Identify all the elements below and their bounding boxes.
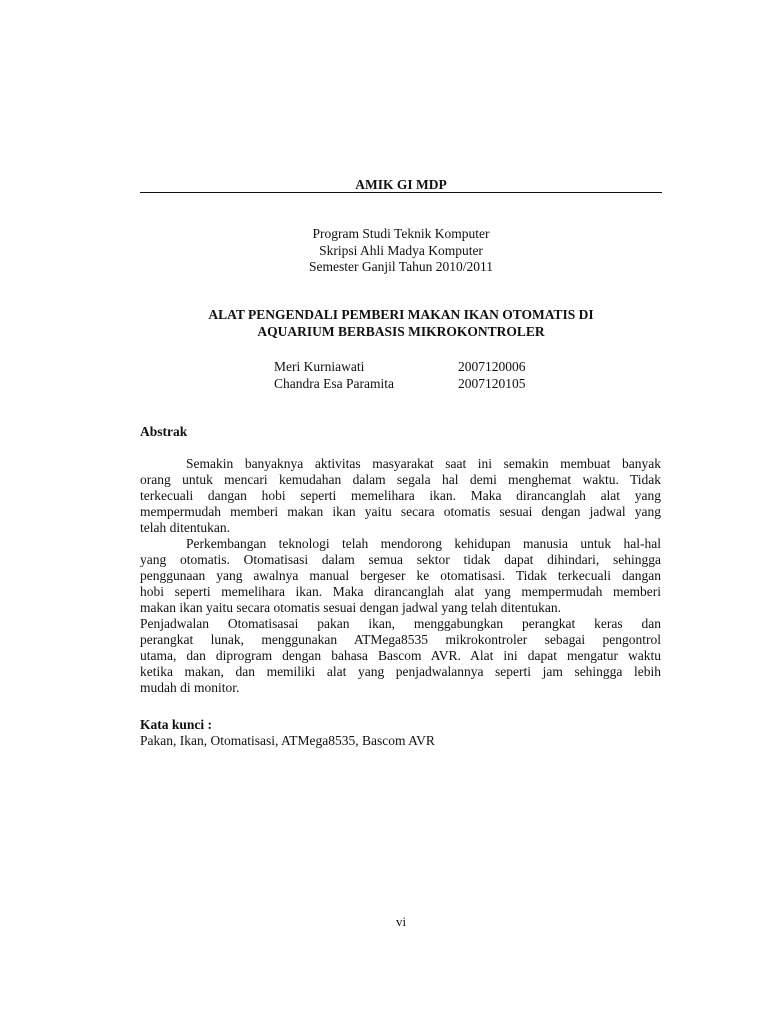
abstract-text-line: Penjadwalan Otomatisasai pakan ikan, menggabungkan perangkat keras dan [140,616,661,631]
abstract-text-line: Semakin banyaknya aktivitas masyarakat saat ini semakin membuat banyak [186,456,661,471]
abstract-heading: Abstrak [140,424,188,439]
abstract-text-line: perangkat lunak, menggunakan ATMega8535 mikrokontroler sebagai pengontrol [140,632,661,647]
abstract-text-line: hobi seperti memelihara ikan. Maka dirancanglah alat yang mempermudah memberi [140,584,661,599]
abstract-text-line: penggunaan yang awalnya manual bergeser ke otomatisasi. Tidak terkecuali dangan [140,568,661,583]
abstract-text-line: terkecuali dangan hobi seperti memelihara ikan. Maka dirancanglah alat yang [140,488,661,503]
author-name: Chandra Esa Paramita [274,376,394,391]
thesis-type-line: Skripsi Ahli Madya Komputer [319,242,483,258]
abstract-text-line: yang otomatis. Otomatisasi dalam semua sektor tidak dapat dihindari, sehingga [140,552,661,567]
program-study-line: Program Studi Teknik Komputer [312,226,490,241]
thesis-title-line: AQUARIUM BERBASIS MIKROKONTROLER [257,323,545,339]
author-student-id: 2007120006 [458,359,526,374]
abstract-text-line: mempermudah memberi makan ikan yaitu secara otomatis sesuai dengan jadwal yang [140,504,661,519]
author-name: Meri Kurniawati [274,359,365,374]
keywords-text: Pakan, Ikan, Otomatisasi, ATMega8535, Bascom AVR [140,733,435,748]
abstract-text-line: ketika makan, dan memiliki alat yang penjadwalannya seperti jam sehingga lebih [140,664,661,679]
page-number: vi [395,914,407,929]
abstract-text-line: orang untuk mencari kemudahan dalam segala hal demi menghemat waktu. Tidak [140,472,661,487]
abstract-text-line: utama, dan diprogram dengan bahasa Bascom AVR. Alat ini dapat mengatur waktu [140,648,661,663]
abstract-text-line: makan ikan yaitu secara otomatis sesuai dengan jadwal yang telah ditentukan. [140,600,561,615]
institution-header: AMIK GI MDP [355,177,447,192]
abstract-text-line: telah ditentukan. [140,520,230,535]
keywords-heading: Kata kunci : [140,717,213,732]
semester-line: Semester Ganjil Tahun 2010/2011 [309,259,493,274]
author-student-id: 2007120105 [458,376,526,391]
thesis-title-line: ALAT PENGENDALI PEMBERI MAKAN IKAN OTOMATIS DI [208,307,594,322]
author-row [274,375,574,392]
author-list [274,358,574,392]
program-info [140,226,662,276]
abstract-text-line: mudah di monitor. [140,680,240,695]
thesis-title [140,307,662,340]
header-divider [140,192,662,193]
abstract-text-line: Perkembangan teknologi telah mendorong kehidupan manusia untuk hal-hal [186,536,661,551]
author-row [274,358,574,375]
